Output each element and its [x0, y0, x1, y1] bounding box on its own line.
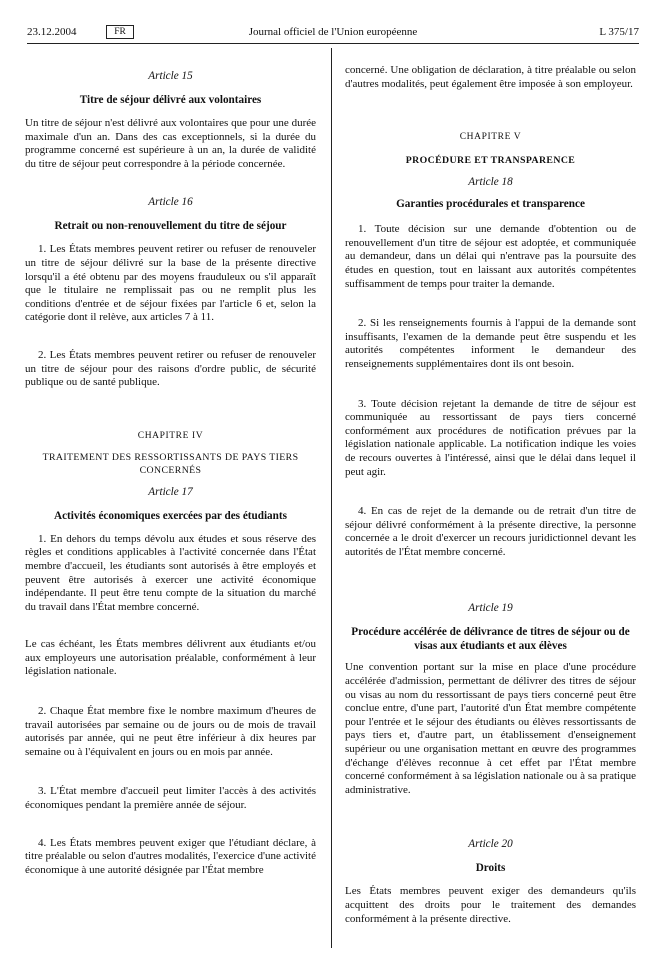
article-17-title: Activités économiques exercées par des étudiants	[54, 509, 287, 522]
article-20-title: Droits	[475, 862, 506, 875]
article-15-title: Titre de séjour délivré aux volontaires	[79, 94, 262, 106]
page-reference: L 375/17	[599, 26, 639, 38]
article-16-paragraph-1: 1. Les États membres peuvent retirer ou refuser de renouveler un titre de séjour délivré sur la base de la présente directive lorsqu'il a été obtenu par des moyens frauduleux ou s'il apparaît que le titulaire ne remplissait pas ou ne remplit plus les conditions d'entrée et de séjour fixées par l'article 6 et, selon la catégorie dont il relève, aux articles 7 à 11.	[25, 243, 316, 324]
article-18-paragraph-4: 4. En cas de rejet de la demande ou de retrait d'un titre de séjour délivré conformément à la présente directive, la personne concernée a le droit d'exercer un recours juridictionnel devant les autorités de l'État membre concerné.	[345, 505, 636, 558]
article-18-number: Article 18	[468, 176, 513, 189]
page-header	[27, 26, 639, 42]
publication-date: 23.12.2004	[27, 26, 77, 38]
chapter-5-label: CHAPITRE V	[459, 132, 522, 143]
article-20-paragraph: Les États membres peuvent exiger des demandeurs qu'ils acquittent des droits pour le traitement des demandes conformément à la présente directive.	[345, 885, 636, 925]
article-19-title: Procédure accélérée de délivrance de titres de séjour ou de visas aux étudiants et aux élèves	[351, 626, 630, 653]
journal-title: Journal officiel de l'Union européenne	[248, 26, 418, 38]
article-17-paragraph-4: 4. Les États membres peuvent exiger que l'étudiant déclare, à titre préalable ou selon d'autres modalités, l'exercice d'une activité économique à une autorité désignée par l'État membre	[25, 836, 316, 876]
article-16-number: Article 16	[148, 196, 193, 209]
article-18-paragraph-1: 1. Toute décision sur une demande d'obtention ou de renouvellement d'un titre de séjour est adoptée, et communiquée au demandeur, dans un délai qui n'entrave pas la poursuite des études en question, tout en laissant aux autorités compétentes suffisamment de temps pour traiter la demande.	[345, 223, 636, 290]
article-15-number: Article 15	[148, 70, 193, 82]
article-19-paragraph: Une convention portant sur la mise en place d'une procédure accélérée d'admission, permettant de délivrer des titres de séjour ou visas au nom du ressortissant de pays tiers concerné peut être conclue entre, d'une part, l'autorité d'un État membre compétente pour l'entrée et le séjour des étudiants ou élèves ressortissants de pays tiers et, d'autre part, un établissement d'enseignement supérieur ou une organisation mettant en œuvre des programmes d'échange d'élèves reconnue à cet effet par l'État membre concerné conformément à sa législation nationale ou à sa pratique administrative.	[345, 661, 636, 796]
chapter-5-title: PROCÉDURE ET TRANSPARENCE	[405, 155, 576, 167]
article-18-paragraph-2: 2. Si les renseignements fournis à l'appui de la demande sont insuffisants, l'examen de la demande peut être suspendu et les autorités compétentes informent le demandeur des renseignements supplémentaires dont ils ont besoin.	[345, 317, 636, 370]
article-17-paragraph-2: 2. Chaque État membre fixe le nombre maximum d'heures de travail autorisées par semaine ou de jours ou de mois de travail autorisés par année, qui ne peut être inférieur à dix heures par semaine ou à l'équivalent en jours ou en mois par année.	[25, 705, 316, 758]
article-17-paragraph-1b: Le cas échéant, les États membres délivrent aux étudiants et/ou aux employeurs une autorisation préalable, conformément à leur législation nationale.	[25, 638, 316, 678]
continuation-paragraph: concerné. Une obligation de déclaration, à titre préalable ou selon d'autres modalités, peut également être imposée à son employeur.	[345, 64, 636, 90]
header-rule	[27, 43, 639, 44]
column-divider	[331, 48, 332, 948]
article-18-title: Garanties procédurales et transparence	[396, 198, 585, 211]
article-16-title: Retrait ou non-renouvellement du titre de séjour	[54, 220, 287, 233]
article-16-paragraph-2: 2. Les États membres peuvent retirer ou refuser de renouveler un titre de séjour pour des raisons d'ordre public, de sécurité publique ou de santé publique.	[25, 348, 316, 389]
article-19-number: Article 19	[468, 602, 513, 615]
article-15-paragraph: Un titre de séjour n'est délivré aux volontaires que pour une durée maximale d'un an. Dans des cas exceptionnels, si la durée du programme concerné est supérieure à un an, la durée de validité du titre de séjour peut correspondre à la période concernée.	[25, 117, 316, 170]
chapter-4-label: CHAPITRE IV	[137, 430, 204, 441]
left-column	[25, 55, 316, 877]
chapter-4-title: TRAITEMENT DES RESSORTISSANTS DE PAYS TIERS CONCERNÉS	[42, 451, 299, 476]
article-17-paragraph-1: 1. En dehors du temps dévolu aux études et sous réserve des règles et conditions applicables à l'activité concernée dans l'État membre d'accueil, les étudiants sont autorisés à être employés et peuvent être autorisés à exercer une activité économique indépendante. Il peut être tenu compte de la situation du marché du travail dans l'État membre concerné.	[25, 532, 316, 613]
article-17-number: Article 17	[148, 485, 193, 498]
right-column	[345, 64, 636, 926]
article-18-paragraph-3: 3. Toute décision rejetant la demande de titre de séjour est communiquée au ressortissant de pays tiers concerné conformément aux procédures de notification prévues par la législation nationale applicable. La notification indique les voies de recours ouvertes à l'intéressé, ainsi que le délai dans lequel il peut agir.	[345, 397, 636, 478]
article-17-paragraph-3: 3. L'État membre d'accueil peut limiter l'accès à des activités économiques pendant la première année de séjour.	[25, 785, 316, 812]
article-20-number: Article 20	[468, 838, 513, 851]
language-badge: FR	[106, 25, 134, 39]
